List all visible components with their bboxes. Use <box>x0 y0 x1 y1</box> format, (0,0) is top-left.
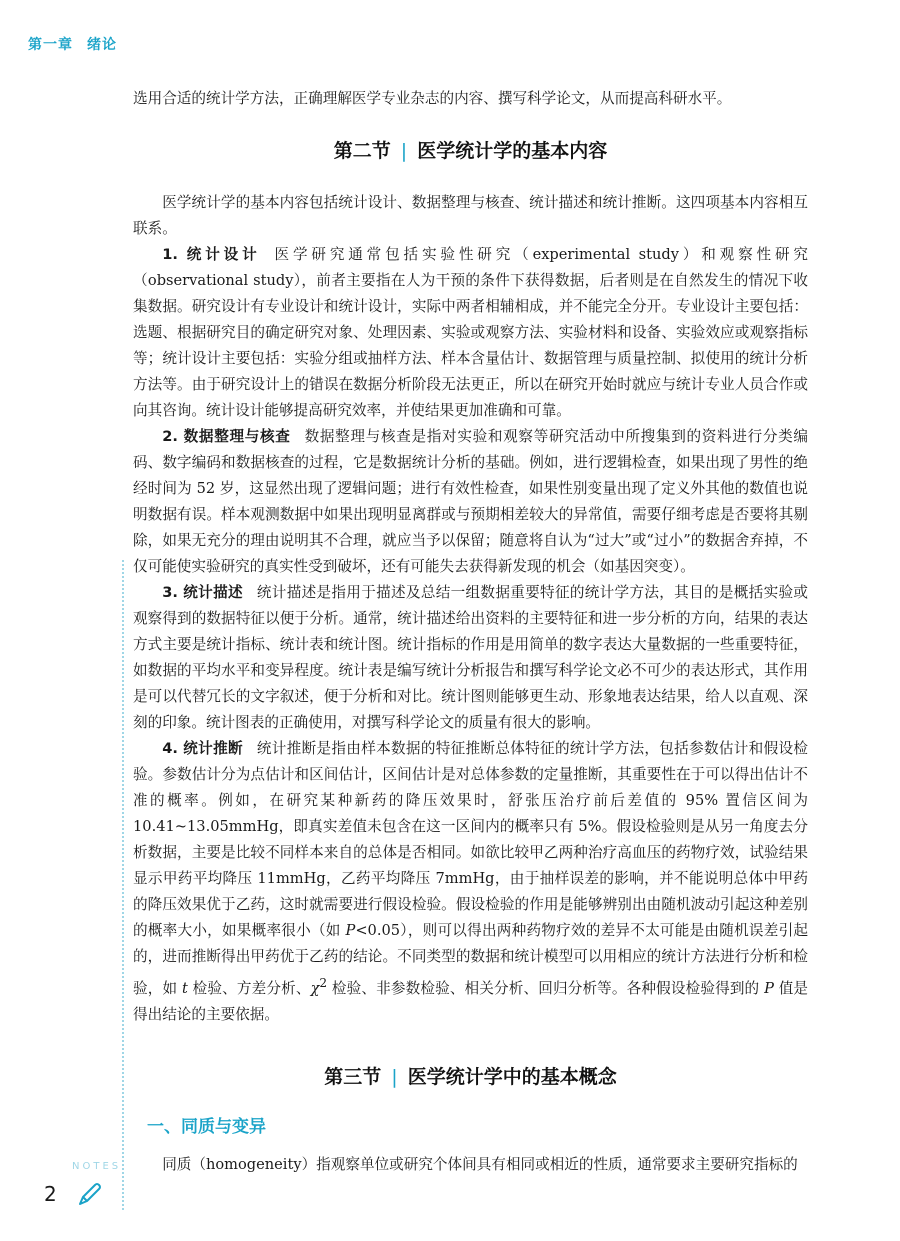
homogeneity-paragraph: 同质（homogeneity）指观察单位或研究个体间具有相同或相近的性质，通常要求主要研究指标的 <box>162 1155 798 1173</box>
item-text: 检验、方差分析、 <box>187 979 311 997</box>
chi-symbol: χ <box>310 979 320 997</box>
item-text: 数据整理与核查是指对实验和观察等研究活动中所搜集到的资料进行分类编码、数字编码和数据核查的过程，它是数据统计分析的基础。例如，进行逻辑检查，如果出现了男性的绝经时间为 52 岁，这显然出现了逻辑问题；进行有效性检查，如果性别变量出现了定义外其他的数值也说明数据有误。样本观测数据中如果出现明显离群或与预期相差较大的异常值，需要仔细考虑是否要将其剔除，如果无充分的理由说明其不合理，就应当予以保留；随意将自认为“过大”或“过小”的数据舍弃掉，不仅可能使实验研究的真实性受到破坏，还有可能失去获得新发现的机会（如基因突变）。 <box>133 428 808 575</box>
p-variable: P <box>764 979 774 997</box>
item-title: 4. 统计推断 <box>162 740 243 757</box>
page-number: 2 <box>44 1182 57 1206</box>
notes-label: NOTES <box>72 1161 122 1172</box>
section-divider: | <box>391 1065 398 1088</box>
running-header <box>28 34 131 54</box>
chi-superscript: 2 <box>319 976 328 990</box>
section-title: 医学统计学中的基本概念 <box>407 1065 617 1088</box>
chapter-number: 第一章 <box>28 37 73 53</box>
item-text: 医学研究通常包括实验性研究（experimental study）和观察性研究（observational study），前者主要指在人为干预的条件下获得数据，后者则是在自然发生的情况下收集数据。研究设计有专业设计和统计设计，实际中两者相辅相成，并不能完全分开。专业设计主要包括：选题、根据研究目的确定研究对象、处理因素、实验或观察方法、实验材料和设备、实验效应或观察指标等；统计设计主要包括：实验分组或抽样方法、样本含量估计、数据管理与质量控制、拟使用的统计分析方法等。由于研究设计上的错误在数据分析阶段无法更正，所以在研究开始时就应与统计专业人员合作或向其咨询。统计设计能够提高研究效率，并使结果更加准确和可靠。 <box>133 246 808 419</box>
t-variable: t <box>182 979 188 997</box>
item-title: 1. 统计设计 <box>162 246 261 263</box>
section-heading-2 <box>133 138 808 164</box>
item-paragraph-inference <box>133 736 808 1028</box>
item-text: 检验、非参数检验、相关分析、回归分析等。各种假设检验得到的 <box>327 979 765 997</box>
subheading: 一、同质与变异 <box>147 1116 266 1137</box>
item-text: 值是得出结论的主要依据。 <box>133 979 809 1023</box>
continuation-paragraph: 选用合适的统计学方法，正确理解医学专业杂志的内容、撰写科学论文，从而提高科研水平。 <box>133 90 732 107</box>
section-number: 第二节 <box>333 140 391 162</box>
section-divider: | <box>400 140 408 162</box>
page-content <box>133 86 808 1178</box>
pencil-icon <box>74 1180 104 1210</box>
item-paragraph-cleaning <box>133 424 808 580</box>
item-paragraph-description <box>133 580 808 736</box>
item-title: 2. 数据整理与核查 <box>162 428 291 445</box>
notes-margin-line <box>122 560 124 1210</box>
intro-paragraph: 医学统计学的基本内容包括统计设计、数据整理与核查、统计描述和统计推断。这四项基本内容相互联系。 <box>133 194 808 237</box>
section-heading-3 <box>133 1064 808 1090</box>
item-text: 统计描述是指用于描述及总结一组数据重要特征的统计学方法，其目的是概括实验或观察得到的数据特征以便于分析。通常，统计描述给出资料的主要特征和进一步分析的方向，结果的表达方式主要是统计指标、统计表和统计图。统计指标的作用是用简单的数字表达大量数据的一些重要特征，如数据的平均水平和变异程度。统计表是编写统计分析报告和撰写科学论文必不可少的表达形式，其作用是可以代替冗长的文字叙述，便于分析和对比。统计图则能够更生动、形象地表达结果，给人以直观、深刻的印象。统计图表的正确使用，对撰写科学论文的质量有很大的影响。 <box>133 584 808 731</box>
section-number: 第三节 <box>324 1065 382 1088</box>
p-variable: P <box>345 922 356 939</box>
chapter-title: 绪论 <box>87 37 117 53</box>
section-title: 医学统计学的基本内容 <box>417 140 608 162</box>
item-title: 3. 统计描述 <box>162 584 243 601</box>
item-text: <0.05），则可以得出两种药物疗效的差异不太可能是由随机误差引起的，进而推断得出甲药优于乙药的结论。不同类型的数据和统计模型可以用相应的统计方法进行分析和检验，如 <box>133 922 808 997</box>
item-text: 统计推断是指由样本数据的特征推断总体特征的统计学方法，包括参数估计和假设检验。参数估计分为点估计和区间估计，区间估计是对总体参数的定量推断，其重要性在于可以得出估计不准的概率。例如，在研究某种新药的降压效果时，舒张压治疗前后差值的 95% 置信区间为 10.41~13.05mmHg，即真实差值未包含在这一区间内的概率只有 5%。假设检验则是从另一角度去分析数据，主要是比较不同样本来自的总体是否相同。如欲比较甲乙两种治疗高血压的药物疗效，试验结果显示甲药平均降压 11mmHg，乙药平均降压 7mmHg，由于抽样误差的影响，并不能说明总体中甲药的降压效果优于乙药，这时就需要进行假设检验。假设检验的作用是能够辨别出由随机波动引起这种差别的概率大小，如果概率很小（如 <box>133 740 808 939</box>
item-paragraph-design <box>133 242 808 424</box>
